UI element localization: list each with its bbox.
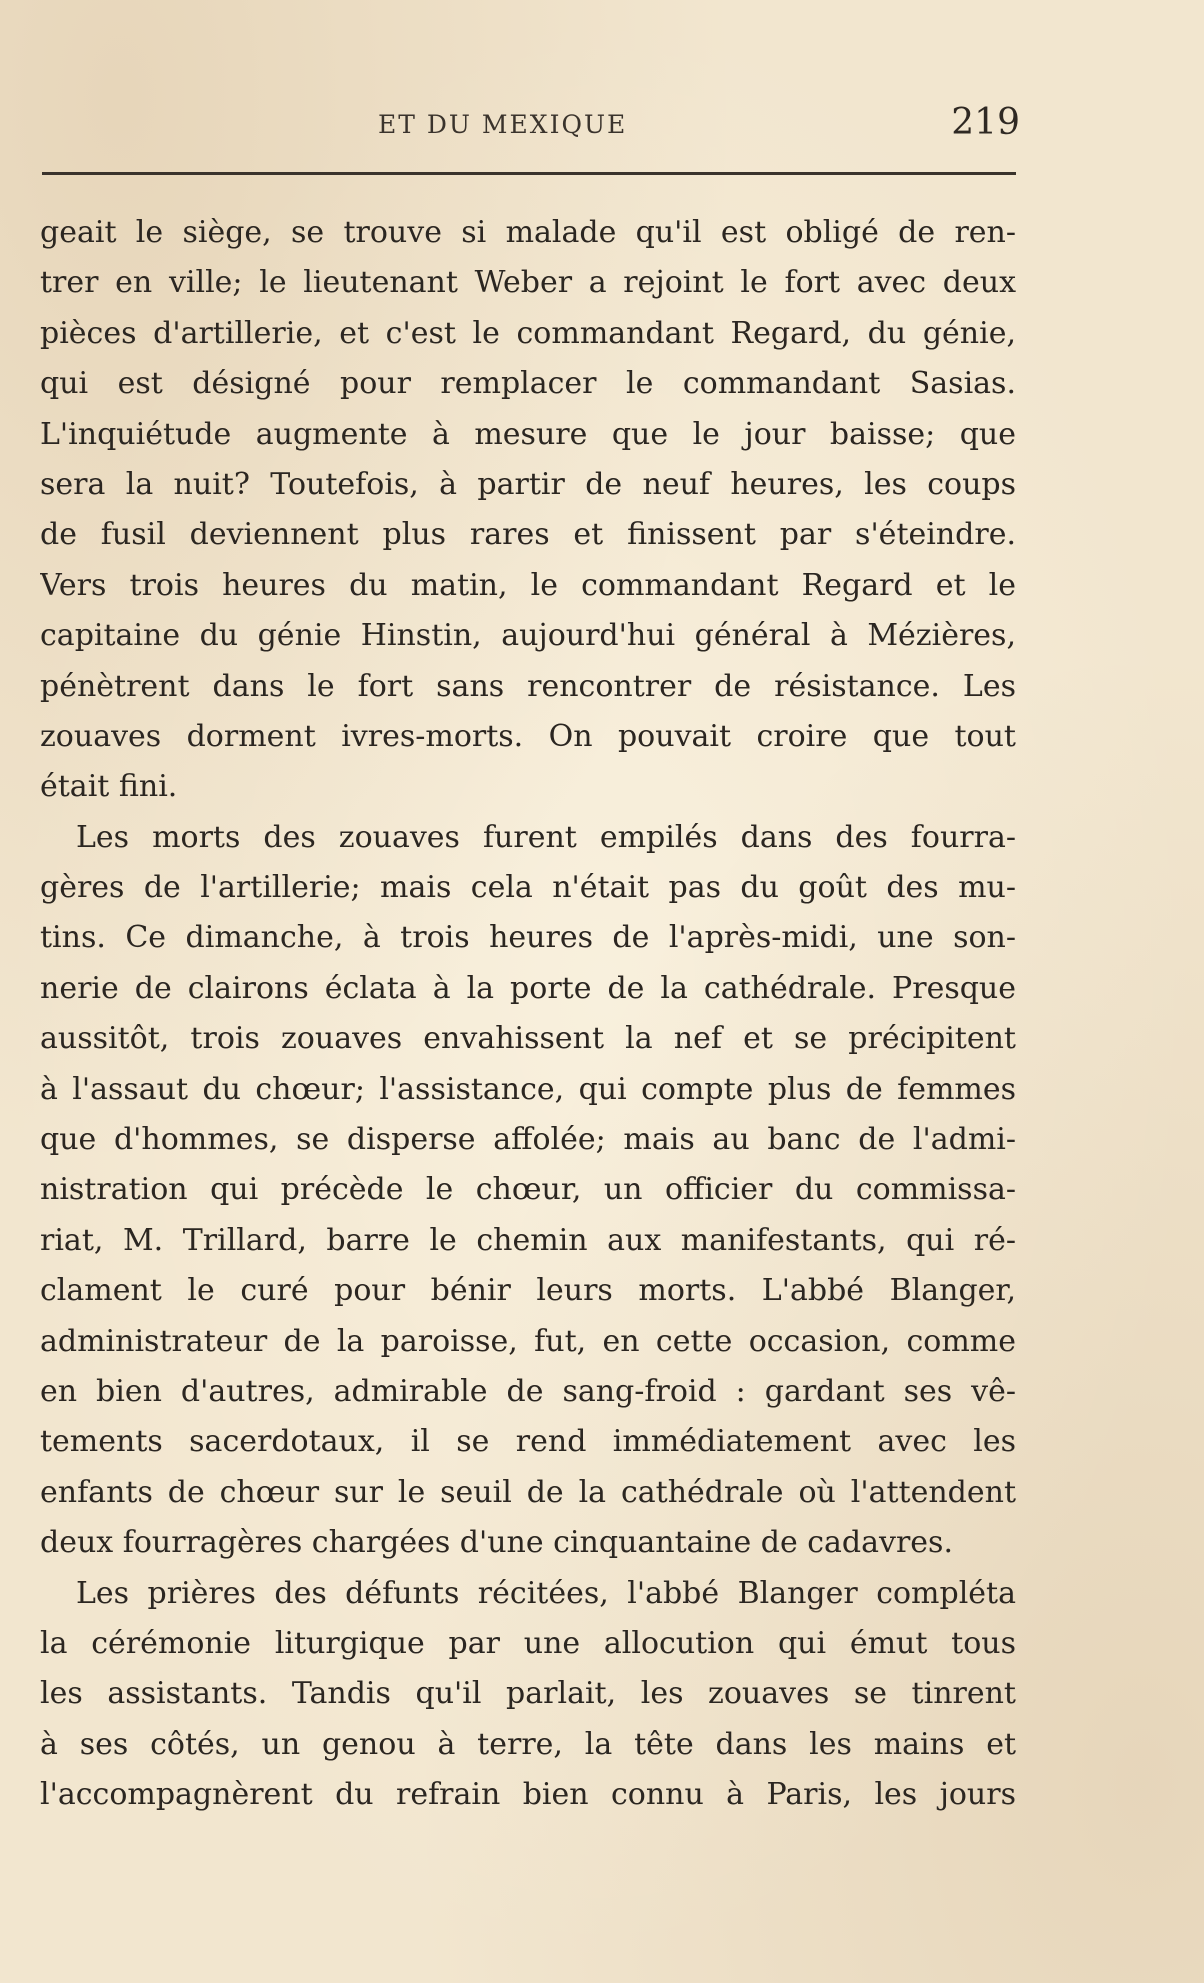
text-line: gères de l'artillerie; mais cela n'était pas du goût des mu- — [40, 870, 1016, 906]
text-line: en bien d'autres, admirable de sang-froid : gardant ses vê- — [40, 1373, 1016, 1409]
body-text — [40, 208, 1016, 1821]
text-line: à ses côtés, un genou à terre, la tête dans les mains et — [40, 1726, 1016, 1762]
running-title: ET DU MEXIQUE — [378, 110, 628, 139]
text-line: qui est désigné pour remplacer le commandant Sasias. — [40, 366, 1016, 402]
text-line: trer en ville; le lieutenant Weber a rejoint le fort avec deux — [40, 265, 1016, 301]
text-line: riat, M. Trillard, barre le chemin aux manifestants, qui ré- — [40, 1222, 1016, 1258]
text-line: clament le curé pour bénir leurs morts. L'abbé Blanger, — [40, 1273, 1016, 1309]
text-line: sera la nuit? Toutefois, à partir de neuf heures, les coups — [40, 466, 1016, 502]
text-line: Les prières des défunts récitées, l'abbé Blanger compléta — [76, 1575, 1016, 1611]
page-number: 219 — [951, 102, 1020, 143]
text-line: était fini. — [40, 769, 178, 805]
paragraph-2 — [40, 813, 1016, 1569]
text-line: tins. Ce dimanche, à trois heures de l'après-midi, une son- — [40, 920, 1016, 956]
running-head — [40, 102, 1020, 150]
text-line: l'accompagnèrent du refrain bien connu à Paris, les jours — [40, 1777, 1016, 1813]
text-line: geait le siège, se trouve si malade qu'il est obligé de ren- — [40, 215, 1016, 250]
text-line: administrateur de la paroisse, fut, en cette occasion, comme — [40, 1323, 1016, 1359]
header-rule — [42, 172, 1016, 175]
text-line: deux fourragères chargées d'une cinquantaine de cadavres. — [40, 1525, 953, 1561]
text-line: nistration qui précède le chœur, un officier du commissa- — [40, 1172, 1016, 1208]
text-line: la cérémonie liturgique par une allocution qui émut tous — [40, 1625, 1016, 1661]
paragraph-3 — [40, 1569, 1016, 1821]
text-line: pièces d'artillerie, et c'est le commandant Regard, du génie, — [40, 315, 1016, 351]
text-line: aussitôt, trois zouaves envahissent la nef et se précipitent — [40, 1021, 1016, 1057]
text-line: zouaves dorment ivres-morts. On pouvait croire que tout — [40, 718, 1016, 754]
text-line: enfants de chœur sur le seuil de la cathédrale où l'attendent — [40, 1474, 1016, 1510]
text-line: de fusil deviennent plus rares et finissent par s'éteindre. — [40, 517, 1016, 553]
text-line: Les morts des zouaves furent empilés dans des fourra- — [76, 819, 1016, 855]
text-line: L'inquiétude augmente à mesure que le jour baisse; que — [40, 416, 1016, 452]
text-line: capitaine du génie Hinstin, aujourd'hui général à Mézières, — [40, 618, 1016, 654]
text-line: que d'hommes, se disperse affolée; mais au banc de l'admi- — [40, 1122, 1016, 1158]
text-line: les assistants. Tandis qu'il parlait, les zouaves se tinrent — [40, 1676, 1016, 1712]
text-line: tements sacerdotaux, il se rend immédiatement avec les — [40, 1424, 1016, 1460]
text-line: Vers trois heures du matin, le commandant Regard et le — [40, 567, 1016, 603]
text-line: à l'assaut du chœur; l'assistance, qui compte plus de femmes — [40, 1071, 1016, 1107]
text-line: pénètrent dans le fort sans rencontrer de résistance. Les — [40, 668, 1016, 704]
paragraph-1 — [40, 208, 1016, 813]
text-line: nerie de clairons éclata à la porte de la cathédrale. Presque — [40, 970, 1016, 1006]
